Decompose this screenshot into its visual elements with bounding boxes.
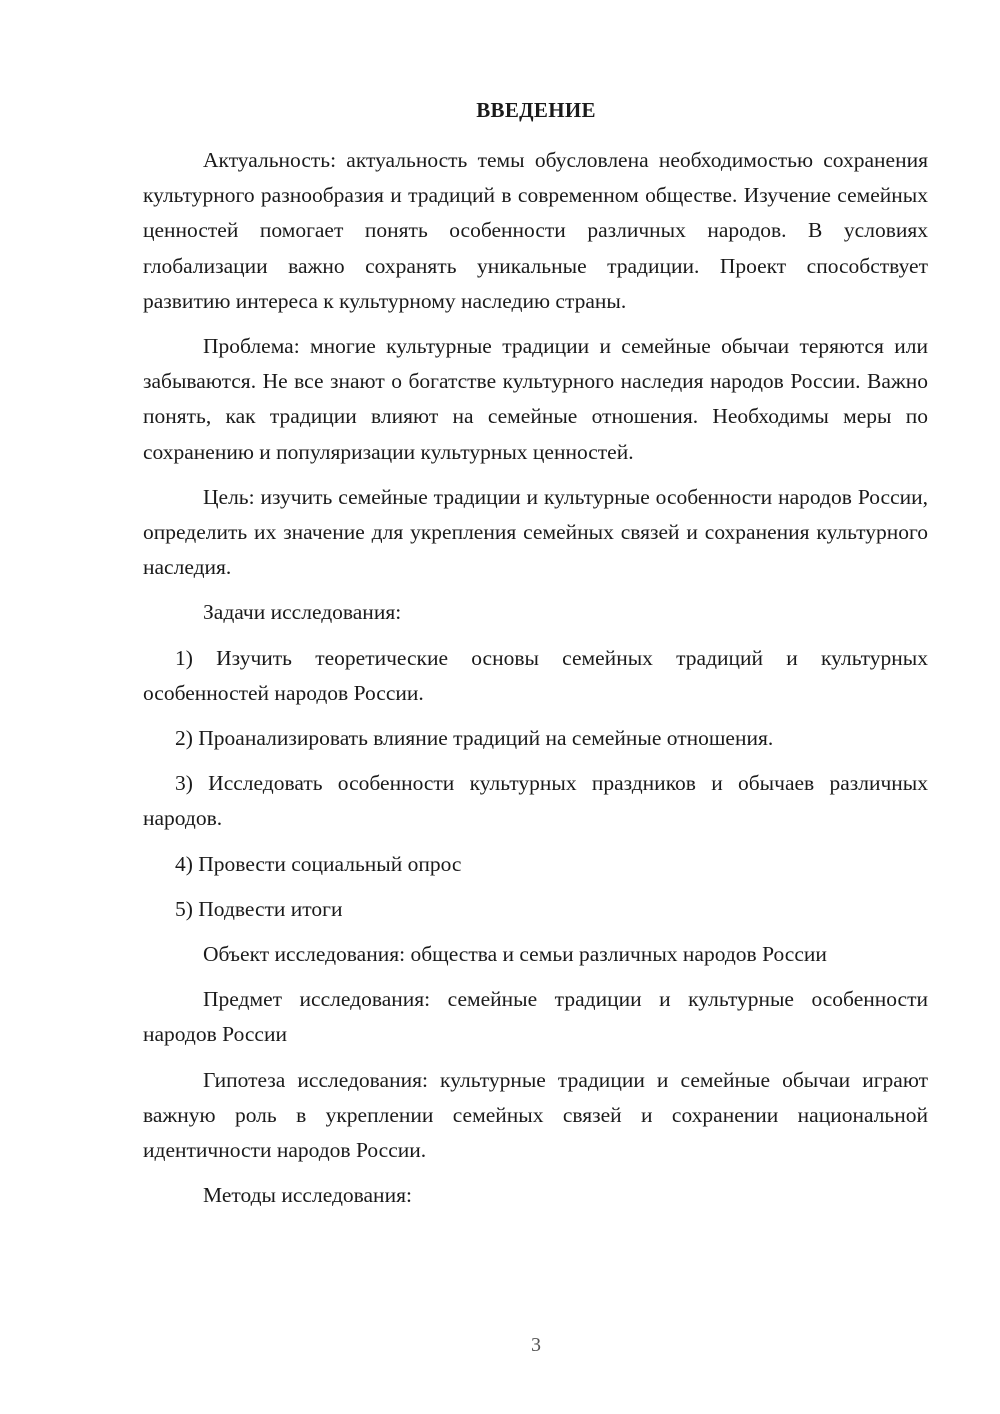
relevance-paragraph: Актуальность: актуальность темы обусловлена необходимостью сохранения культурного разнообразия и традиций в современном обществе. Изучение семейных ценностей помогает понять особенности различных народов. В условиях глобализации важно сохранять уникальные традиции. Проект способствует развитию интереса к культурному наследию страны. [143, 148, 928, 313]
task-item-4: 4) Провести социальный опрос [175, 851, 462, 876]
task-item-3: 3) Исследовать особенности культурных праздников и обычаев различных народов. [143, 771, 928, 831]
page-number: 3 [531, 1334, 541, 1356]
task-item-5: 5) Подвести итоги [175, 896, 343, 921]
tasks-heading: Задачи исследования: [203, 600, 402, 625]
methods-heading: Методы исследования: [203, 1183, 412, 1208]
task-item-1: 1) Изучить теоретические основы семейных традиций и культурных особенностей народов России. [143, 645, 928, 705]
document-body [143, 143, 928, 1213]
subject-paragraph: Предмет исследования: семейные традиции и культурные особенности народов России [143, 987, 928, 1047]
section-title: ВВЕДЕНИЕ [476, 98, 596, 122]
task-item-2: 2) Проанализировать влияние традиций на семейные отношения. [175, 726, 774, 751]
goal-paragraph: Цель: изучить семейные традиции и культурные особенности народов России, определить их значение для укрепления семейных связей и сохранения культурного наследия. [143, 484, 928, 580]
problem-paragraph: Проблема: многие культурные традиции и семейные обычаи теряются или забываются. Не все знают о богатстве культурного наследия народов России. Важно понять, как традиции влияют на семейные отношения. Необходимы меры по сохранению и популяризации культурных ценностей. [143, 334, 928, 464]
hypothesis-paragraph: Гипотеза исследования: культурные традиции и семейные обычаи играют важную роль в укреплении семейных связей и сохранении национальной идентичности народов России. [143, 1067, 928, 1163]
object-paragraph: Объект исследования: общества и семьи различных народов России [203, 942, 827, 967]
